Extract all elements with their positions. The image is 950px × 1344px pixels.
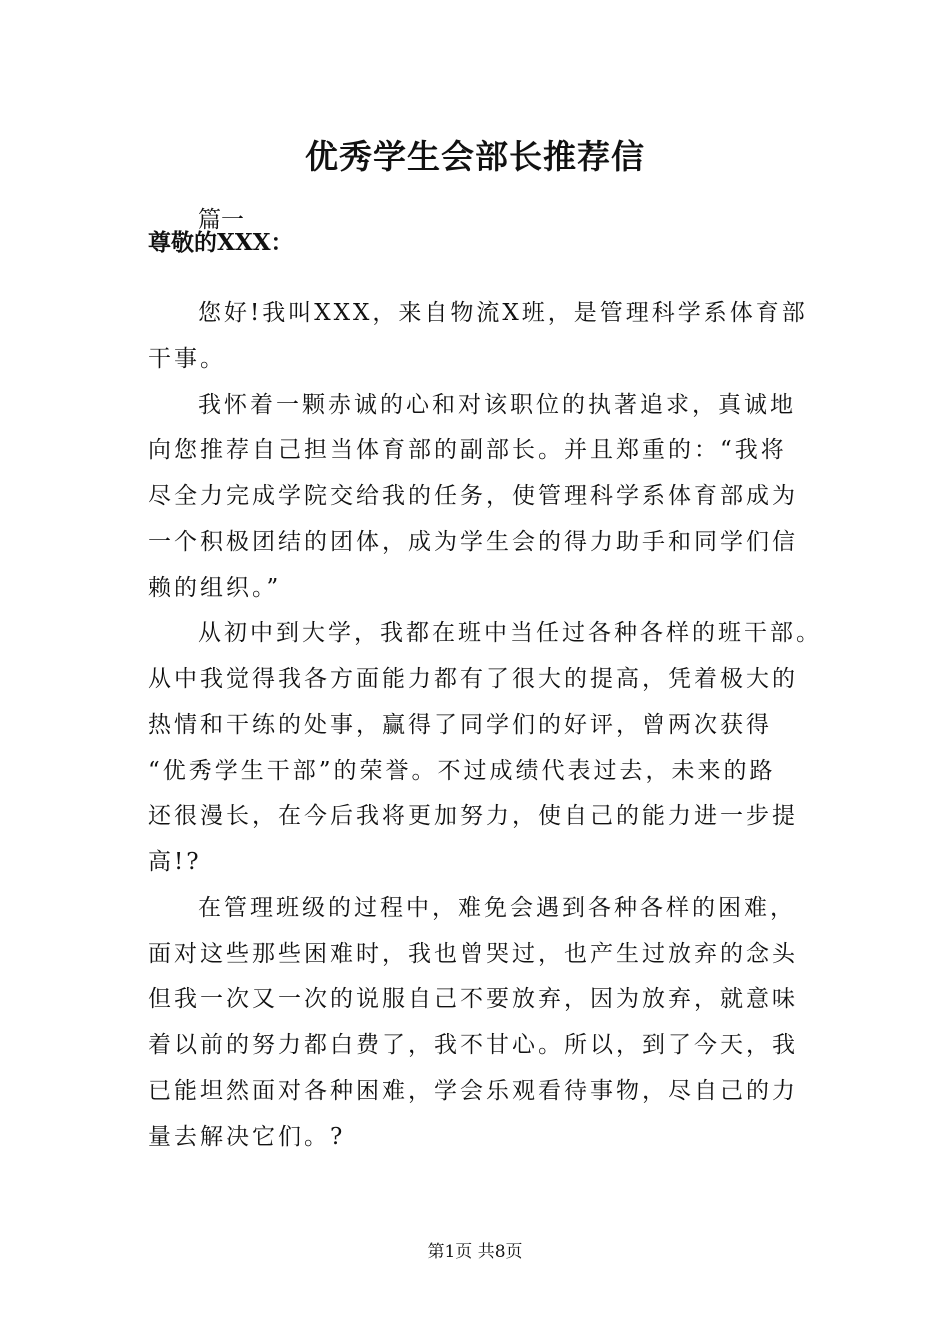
body-line: 量去解决它们。? [148,1123,346,1150]
body-line: 还很漫长，在今后我将更加努力，使自己的能力进一步提 [148,803,798,830]
body-line: 面对这些那些困难时，我也曾哭过，也产生过放弃的念头 [148,940,798,967]
document-title: 优秀学生会部长推荐信 [305,137,645,176]
body-line: 热情和干练的处事，赢得了同学们的好评，曾两次获得 [148,711,772,738]
body-line: 从中我觉得我各方面能力都有了很大的提高，凭着极大的 [148,666,798,692]
body-line: 已能坦然面对各种困难，学会乐观看待事物，尽自己的力 [148,1077,798,1104]
body-line: 着以前的努力都白费了，我不甘心。所以，到了今天，我 [148,1032,798,1058]
body-line: 向您推荐自己担当体育部的副部长。并且郑重的：“我将 [148,437,787,464]
body-line: 在管理班级的过程中，难免会遇到各种各样的困难， [198,894,796,921]
body-line: 干事。 [148,345,226,372]
body-line: 我怀着一颗赤诚的心和对该职位的执著追求，真诚地 [198,391,796,418]
body-line: 高!? [148,849,202,875]
body-line: 赖的组织。” [148,574,282,601]
body-line: “优秀学生干部”的荣誉。不过成绩代表过去，未来的路 [148,757,776,784]
body-line: 从初中到大学，我都在班中当任过各种各样的班干部。 [198,620,822,647]
salutation: 尊敬的XXX： [148,229,294,256]
letter-body [148,296,822,1165]
body-line: 您好!我叫XXX，来自物流X班，是管理科学系体育部 [198,300,808,326]
section-label: 篇一 [198,207,244,233]
body-line: 一个积极团结的团体，成为学生会的得力助手和同学们信 [148,528,798,555]
body-line: 但我一次又一次的说服自己不要放弃，因为放弃，就意味 [148,986,798,1013]
page-footer: 第1页 共8页 [427,1242,523,1262]
body-line: 尽全力完成学院交给我的任务，使管理科学系体育部成为 [148,483,798,509]
